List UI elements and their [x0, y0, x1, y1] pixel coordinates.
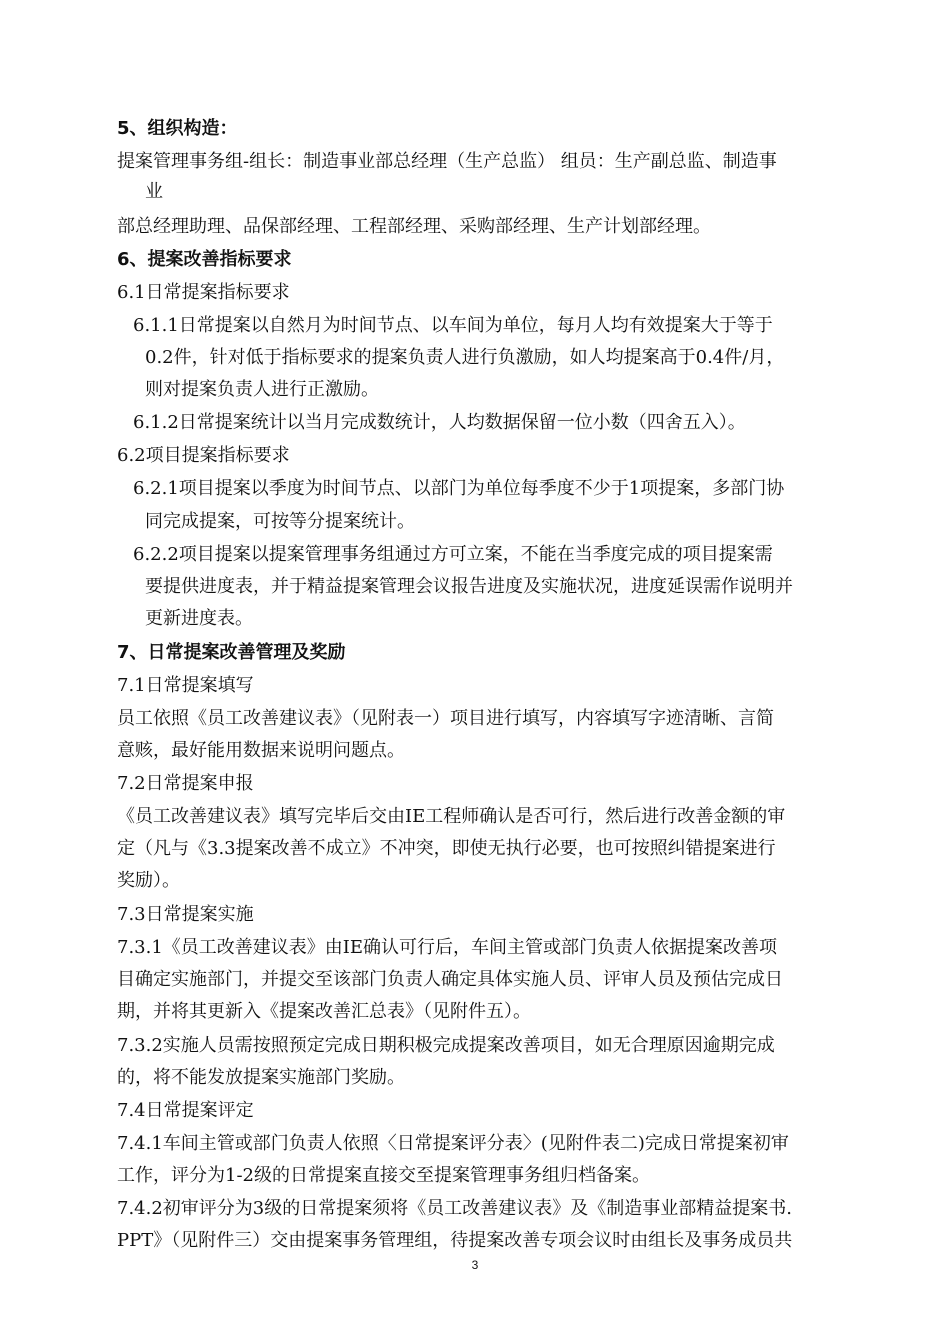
- subsection-heading: 7.3日常提案实施: [117, 904, 254, 925]
- paragraph-line: 6.2.1项目提案以季度为时间节点、以部门为单位每季度不少于1项提案，多部门协: [133, 478, 785, 499]
- paragraph-line: 《员工改善建议表》填写完毕后交由IE工程师确认是否可行，然后进行改善金额的审: [117, 806, 786, 827]
- paragraph-line: 业: [145, 181, 163, 202]
- paragraph-line: 意赅，最好能用数据来说明问题点。: [117, 740, 405, 761]
- paragraph-line: 工作，评分为1-2级的日常提案直接交至提案管理事务组归档备案。: [117, 1165, 650, 1186]
- paragraph-line: 7.4.1车间主管或部门负责人依照〈日常提案评分表〉(见附件表二)完成日常提案初审: [117, 1133, 789, 1154]
- paragraph-line: 7.3.2实施人员需按照预定完成日期积极完成提案改善项目，如无合理原因逾期完成: [117, 1035, 775, 1056]
- paragraph-line: 部总经理助理、品保部经理、工程部经理、采购部经理、生产计划部经理。: [117, 216, 711, 237]
- paragraph-line: 员工依照《员工改善建议表》（见附表一）项目进行填写，内容填写字迹清晰、言简: [117, 708, 774, 729]
- paragraph-line: 0.2件，针对低于指标要求的提案负责人进行负激励，如人均提案高于0.4件/月，: [145, 347, 785, 368]
- paragraph-line: 奖励）。: [117, 870, 180, 891]
- paragraph-line: 6.1.2日常提案统计以当月完成数统计，人均数据保留一位小数（四舍五入）。: [133, 412, 746, 433]
- page-number: 3: [471, 1258, 479, 1272]
- paragraph-line: 6.2.2项目提案以提案管理事务组通过方可立案，不能在当季度完成的项目提案需: [133, 544, 773, 565]
- paragraph-line: 则对提案负责人进行正激励。: [145, 379, 379, 400]
- subsection-heading: 6.1日常提案指标要求: [117, 282, 290, 303]
- paragraph-line: 要提供进度表，并于精益提案管理会议报告进度及实施状况，进度延误需作说明并: [145, 576, 793, 597]
- paragraph-line: 7.3.1《员工改善建议表》由IE确认可行后，车间主管或部门负责人依据提案改善项: [117, 937, 778, 958]
- paragraph-line: 提案管理事务组-组长：制造事业部总经理（生产总监） 组员：生产副总监、制造事: [117, 151, 777, 172]
- paragraph-line: 同完成提案，可按等分提案统计。: [145, 511, 415, 532]
- section-heading-7: 7、日常提案改善管理及奖励: [117, 642, 346, 663]
- paragraph-line: PPT》（见附件三）交由提案事务管理组，待提案改善专项会议时由组长及事务成员共: [117, 1230, 793, 1251]
- subsection-heading: 7.2日常提案申报: [117, 773, 254, 794]
- paragraph-line: 期，并将其更新入《提案改善汇总表》（见附件五）。: [117, 1001, 531, 1022]
- section-heading-5: 5、组织构造：: [117, 118, 238, 139]
- paragraph-line: 更新进度表。: [145, 608, 253, 629]
- paragraph-line: 7.4.2初审评分为3级的日常提案须将《员工改善建议表》及《制造事业部精益提案书.: [117, 1198, 792, 1219]
- subsection-heading: 7.1日常提案填写: [117, 675, 254, 696]
- paragraph-line: 目确定实施部门，并提交至该部门负责人确定具体实施人员、评审人员及预估完成日: [117, 969, 783, 990]
- subsection-heading: 6.2项目提案指标要求: [117, 445, 290, 466]
- section-heading-6: 6、提案改善指标要求: [117, 249, 292, 270]
- paragraph-line: 的，将不能发放提案实施部门奖励。: [117, 1067, 405, 1088]
- paragraph-line: 定（凡与《3.3提案改善不成立》不冲突，即使无执行必要，也可按照纠错提案进行: [117, 838, 776, 859]
- subsection-heading: 7.4日常提案评定: [117, 1100, 254, 1121]
- paragraph-line: 6.1.1日常提案以自然月为时间节点、以车间为单位，每月人均有效提案大于等于: [133, 315, 773, 336]
